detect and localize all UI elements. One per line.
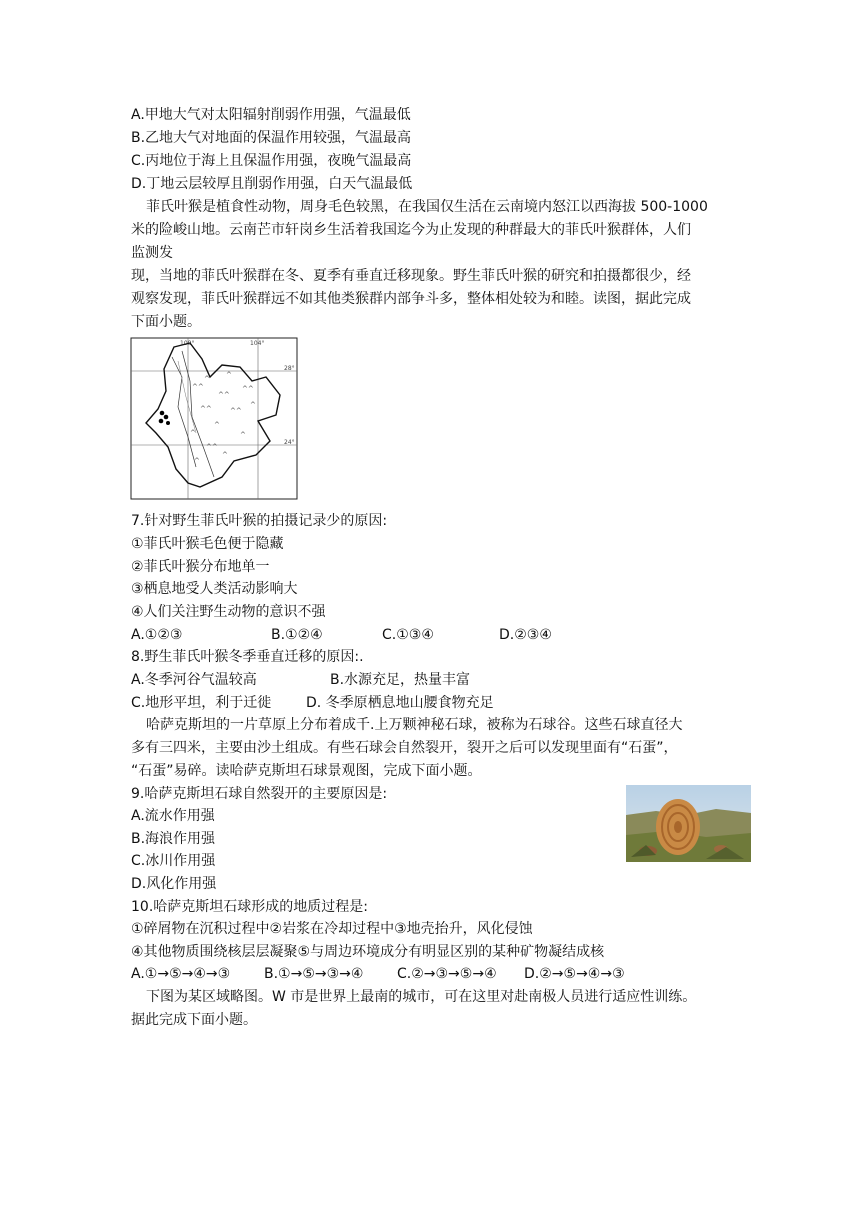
q7-item: ①菲氏叶猴毛色便于隐藏 — [131, 536, 284, 552]
passage-line: 下面小题。 — [131, 314, 201, 330]
passage-line: 哈萨克斯坦的一片草原上分布着成千.上万颗神秘石球，被称为石球谷。这些石球直径大 — [146, 717, 683, 733]
q10-option-d: D.②→⑤→④→③ — [524, 966, 625, 982]
passage-line: 据此完成下面小题。 — [131, 1012, 257, 1028]
q7-option-a: A.①②③ — [131, 627, 183, 643]
yunnan-map — [130, 337, 298, 500]
svg-text:^: ^ — [194, 457, 200, 465]
q9-stem: 9.哈萨克斯坦石球自然裂开的主要原因是: — [131, 786, 388, 802]
stone-ball-photo — [626, 785, 751, 862]
option-a: A.甲地大气对太阳辐射削弱作用强，气温最低 — [131, 107, 411, 123]
q10-item: ①碎屑物在沉积过程中②岩浆在冷却过程中③地壳抬升，风化侵蚀 — [131, 921, 533, 937]
passage-line: 多有三四米，主要由沙土组成。有些石球会自然裂开，裂开之后可以发现里面有“石蛋”， — [131, 740, 678, 756]
svg-text:^: ^ — [240, 431, 246, 439]
q7-stem: 7.针对野生菲氏叶猴的拍摄记录少的原因: — [131, 513, 388, 529]
q8-option-b: B.水源充足，热量丰富 — [330, 672, 471, 688]
svg-text:^^: ^^ — [192, 383, 204, 391]
passage-line: 观察发现，菲氏叶猴群远不如其他类猴群内部争斗多，整体相处较为和睦。读图，据此完成 — [131, 291, 691, 307]
passage-line: 下图为某区域略图。W 市是世界上最南的城市，可在这里对赴南极人员进行适应性训练。 — [146, 989, 697, 1005]
q9-option-a: A.流水作用强 — [131, 808, 215, 824]
passage-line: “石蛋”易碎。读哈萨克斯坦石球景观图，完成下面小题。 — [131, 763, 482, 779]
q7-item: ②菲氏叶猴分布地单一 — [131, 559, 270, 575]
q8-option-a: A.冬季河谷气温较高 — [131, 672, 257, 688]
svg-text:^: ^ — [226, 371, 232, 379]
lat-label: 24° — [284, 439, 295, 446]
option-b: B.乙地大气对地面的保温作用较强，气温最高 — [131, 130, 412, 146]
q8-option-d: D. 冬季原栖息地山腰食物充足 — [306, 695, 494, 711]
svg-text:^: ^ — [190, 429, 196, 437]
lon-label: 100° — [180, 340, 195, 347]
option-d: D.丁地云层较厚且削弱作用强，白天气温最低 — [131, 176, 413, 192]
q10-option-b: B.①→⑤→③→④ — [264, 966, 364, 982]
q10-option-c: C.②→③→⑤→④ — [397, 966, 497, 982]
q7-option-b: B.①②④ — [271, 627, 323, 643]
svg-text:^^: ^^ — [200, 405, 212, 413]
q9-option-c: C.冰川作用强 — [131, 853, 216, 869]
svg-text:^^: ^^ — [242, 385, 254, 393]
q8-stem: 8.野生菲氏叶猴冬季垂直迁移的原因:. — [131, 649, 364, 665]
q7-item: ③栖息地受人类活动影响大 — [131, 581, 298, 597]
q8-option-c: C.地形平坦，利于迁徙 — [131, 695, 272, 711]
svg-text:^^: ^^ — [206, 443, 218, 451]
q7-option-d: D.②③④ — [499, 627, 552, 643]
q7-item: ④人们关注野生动物的意识不强 — [131, 604, 326, 620]
svg-text:^^: ^^ — [218, 391, 230, 399]
q9-option-d: D.风化作用强 — [131, 876, 217, 892]
svg-text:^^: ^^ — [230, 407, 242, 415]
q10-option-a: A.①→⑤→④→③ — [131, 966, 231, 982]
svg-text:^: ^ — [214, 421, 220, 429]
svg-text:^: ^ — [204, 375, 210, 383]
lat-label: 28° — [284, 365, 295, 372]
q7-option-c: C.①③④ — [382, 627, 434, 643]
passage-line: 监测发 — [131, 245, 173, 261]
svg-text:^: ^ — [250, 401, 256, 409]
option-c: C.丙地位于海上且保温作用强，夜晚气温最高 — [131, 153, 412, 169]
q10-item: ④其他物质围绕核层层凝聚⑤与周边环境成分有明显区别的某种矿物凝结成核 — [131, 944, 605, 960]
passage-line: 菲氏叶猴是植食性动物，周身毛色较黑，在我国仅生活在云南境内怒江以西海拔 500-1000 — [146, 199, 708, 215]
lon-label: 104° — [250, 340, 265, 347]
passage-line: 现，当地的菲氏叶猴群在冬、夏季有垂直迁移现象。野生菲氏叶猴的研究和拍摄都很少，经 — [131, 268, 691, 284]
q9-option-b: B.海浪作用强 — [131, 831, 216, 847]
svg-text:^: ^ — [222, 451, 228, 459]
q10-stem: 10.哈萨克斯坦石球形成的地质过程是: — [131, 899, 368, 915]
passage-line: 米的险峻山地。云南芒市轩岗乡生活着我国迄今为止发现的种群最大的菲氏叶猴群体，人们 — [131, 222, 691, 238]
